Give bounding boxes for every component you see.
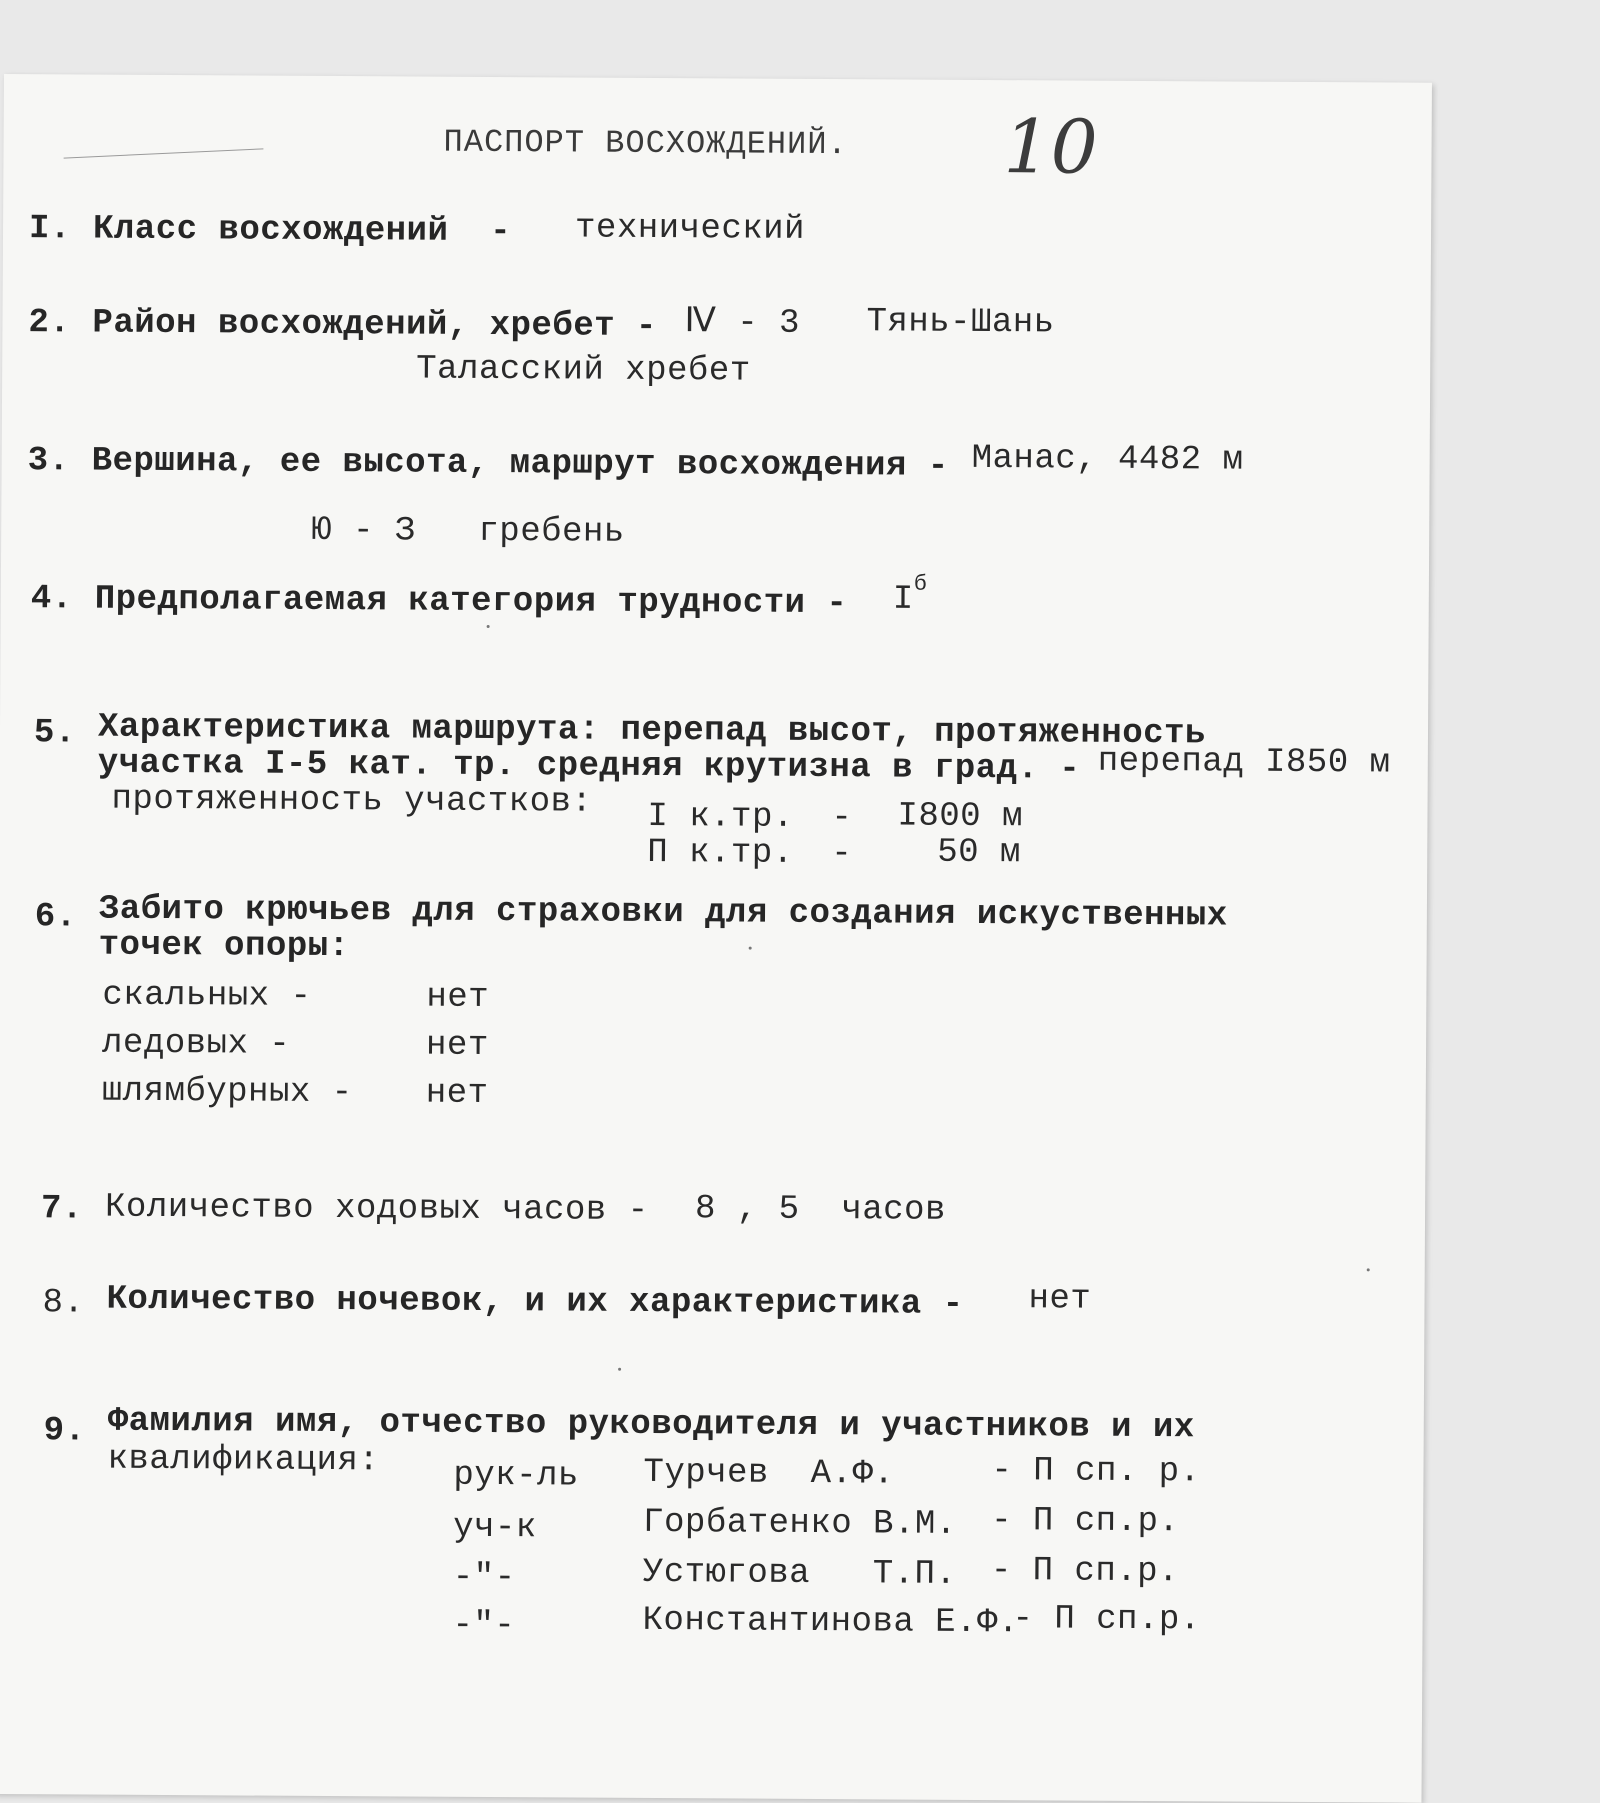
- item-5-section-1-dash: -: [831, 799, 853, 838]
- item-2-region-code: Ⅳ - 3: [684, 304, 801, 343]
- document-sheet: [0, 74, 1432, 1803]
- item-5-line-2: участка I-5 кат. тр. средняя крутизна в град. -: [97, 744, 1081, 789]
- item-9-person-2-role: уч-к: [453, 1508, 537, 1548]
- item-5-sublabel: протяженность участков:: [111, 780, 593, 822]
- item-7-label: Количество ходовых часов -: [104, 1188, 649, 1230]
- item-4-value-main: I: [892, 580, 914, 619]
- item-6-row-1-value: нет: [426, 978, 490, 1017]
- paper-speck: [1367, 1268, 1370, 1271]
- handwritten-page-number: 10: [1003, 104, 1099, 191]
- item-9-person-1-name: Турчев А.Ф.: [643, 1453, 895, 1494]
- item-5-number: 5.: [33, 714, 76, 753]
- item-4-value: [892, 571, 928, 619]
- item-2-number: 2.: [28, 304, 71, 343]
- item-6-line-1: Забито крючьев для страховки для создания искуственных: [98, 890, 1228, 936]
- item-2-label: Район восхождений, хребет -: [92, 304, 678, 347]
- item-6-row-1-label: скальных -: [102, 976, 312, 1016]
- item-5-section-1-length: I800 м: [897, 797, 1024, 837]
- item-2-value: Тянь-Шань: [866, 303, 1055, 343]
- item-6-number: 6.: [34, 898, 77, 937]
- item-3-route: Ю - З гребень: [311, 511, 625, 552]
- item-3-value: Манас, 4482 м: [971, 439, 1244, 480]
- item-4-number: 4.: [30, 580, 73, 619]
- item-7-value: 8 , 5 часов: [694, 1190, 947, 1230]
- item-9-person-3-role: -"-: [452, 1558, 516, 1598]
- paper-fold-line: [64, 148, 264, 158]
- item-9-person-1-rank: - П сп. р.: [991, 1452, 1201, 1492]
- item-9-line-1: Фамилия имя, отчество руководителя и участников и их: [107, 1402, 1195, 1448]
- paper-speck: [487, 625, 490, 628]
- item-9-number: 9.: [43, 1412, 86, 1451]
- item-4-label: Предполагаемая категория трудности -: [94, 580, 848, 624]
- item-5-section-2-length: 50 м: [937, 833, 1022, 873]
- item-1-label: Класс восхождений -: [92, 210, 512, 252]
- item-6-line-2: точек опоры:: [98, 926, 350, 967]
- item-5-section-2-category: П к.тр.: [647, 833, 794, 873]
- item-9-person-4-name: Константинова Е.Ф.: [642, 1601, 1019, 1643]
- item-3-label: Вершина, ее высота, маршрут восхождения -: [91, 442, 949, 486]
- paper-speck: [749, 947, 752, 950]
- item-9-person-4-rank: - П сп.р.: [1012, 1600, 1201, 1640]
- item-8-label: Количество ночевок, и их характеристика -: [106, 1280, 964, 1324]
- item-6-row-2-label: ледовых -: [101, 1024, 291, 1064]
- item-2-value-2: Таласский хребет: [416, 350, 751, 391]
- item-5-line-1: Характеристика маршрута: перепад высот, протяженность: [97, 708, 1206, 754]
- item-5-section-2-dash: -: [831, 835, 853, 874]
- item-9-line-2: квалификация:: [107, 1440, 380, 1481]
- item-8-value: нет: [1028, 1280, 1092, 1319]
- item-1-value: технический: [574, 209, 806, 249]
- document-title: ПАСПОРТ ВОСХОЖДЕНИЙ.: [443, 123, 848, 164]
- item-6-row-3-value: нет: [425, 1074, 489, 1113]
- item-5-section-1-category: I к.тр.: [647, 797, 794, 837]
- item-9-person-2-rank: - П сп.р.: [991, 1502, 1180, 1542]
- item-6-row-3-label: шлямбурных -: [101, 1072, 353, 1113]
- item-9-person-3-rank: - П сп.р.: [990, 1552, 1180, 1592]
- item-9-person-2-name: Горбатенко В.М.: [643, 1503, 957, 1544]
- item-9-person-4-role: -"-: [452, 1606, 516, 1646]
- item-9-person-3-name: Устюгова Т.П.: [642, 1553, 957, 1594]
- item-4-value-sup: б: [913, 571, 928, 597]
- item-7-number: 7.: [40, 1190, 83, 1229]
- paper-speck: [618, 1368, 621, 1371]
- item-5-drop: перепад I850 м: [1097, 742, 1391, 783]
- item-9-person-1-role: рук-ль: [453, 1456, 579, 1496]
- item-3-number: 3.: [27, 442, 70, 481]
- item-8-number: 8.: [42, 1284, 85, 1323]
- item-1-number: I.: [28, 210, 71, 249]
- item-6-row-2-value: нет: [425, 1026, 489, 1065]
